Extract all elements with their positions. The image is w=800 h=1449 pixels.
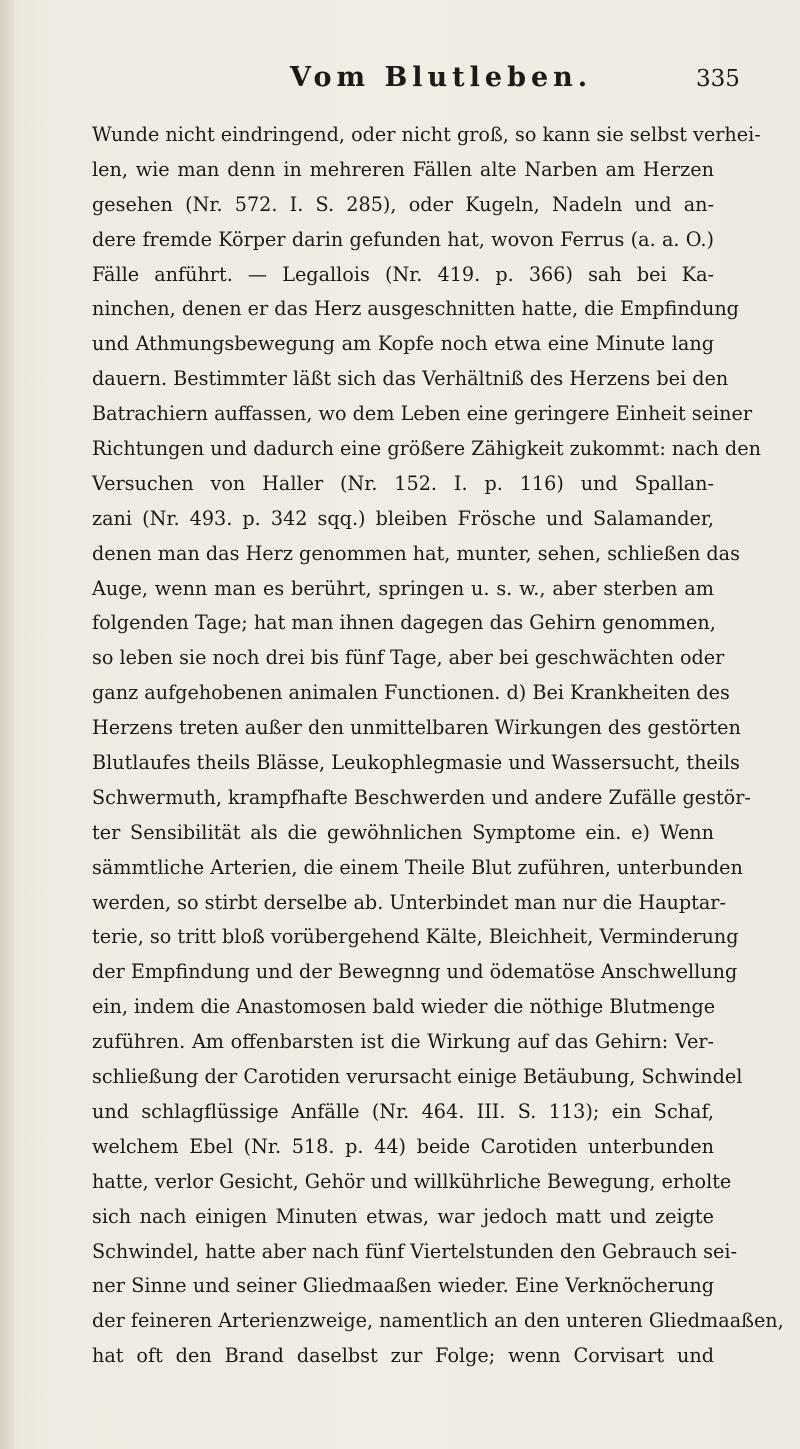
running-head-title: Vom Blutleben. [290,62,593,93]
text-line: schließung der Carotiden verursacht einige Betäubung, Schwindel [92,1065,743,1089]
text-line: und Athmungsbewegung am Kopfe noch etwa eine Minute lang [92,332,714,356]
text-line: Auge, wenn man es berührt, springen u. s. w., aber sterben am [92,576,714,600]
running-head [0,62,800,102]
text-line: Fälle anführt. — Legallois (Nr. 419. p. 366) sah bei Ka- [92,262,714,286]
text-line: terie, so tritt bloß vorübergehend Kälte, Bleichheit, Verminderung [92,925,739,949]
text-line: ner Sinne und seiner Gliedmaaßen wieder. Eine Verknöcherung [92,1274,714,1298]
text-line: Schwindel, hatte aber nach fünf Viertelstunden den Gebrauch sei- [92,1239,737,1263]
text-line: len, wie man denn in mehreren Fällen alte Narben am Herzen [92,157,714,181]
text-line: folgenden Tage; hat man ihnen dagegen das Gehirn genommen, [92,611,716,635]
text-line: ter Sensibilität als die gewöhnlichen Symptome ein. e) Wenn [92,820,714,844]
text-line: denen man das Herz genommen hat, munter, sehen, schließen das [92,541,740,565]
page-gutter-edge [0,0,14,1449]
text-line: dere fremde Körper darin gefunden hat, wovon Ferrus (a. a. O.) [92,227,714,251]
page-number: 335 [696,66,740,92]
text-line: hat oft den Brand daselbst zur Folge; wenn Corvisart und [92,1344,714,1368]
text-line: Blutlaufes theils Blässe, Leukophlegmasie und Wassersucht, theils [92,751,740,775]
text-line: gesehen (Nr. 572. I. S. 285), oder Kugeln, Nadeln und an- [92,192,714,216]
text-line: der Empfindung und der Bewegnng und ödematöse Anschwellung [92,960,738,984]
text-line: hatte, verlor Gesicht, Gehör und willkührliche Bewegung, erholte [92,1169,732,1193]
text-line: sich nach einigen Minuten etwas, war jedoch matt und zeigte [92,1204,714,1228]
text-line: ganz aufgehobenen animalen Functionen. d) Bei Krankheiten des [92,681,730,705]
text-line: dauern. Bestimmter läßt sich das Verhältniß des Herzens bei den [92,367,729,391]
body-text [92,118,784,1374]
text-line: zuführen. Am offenbarsten ist die Wirkung auf das Gehirn: Ver- [92,1030,714,1054]
text-line: welchem Ebel (Nr. 518. p. 44) beide Carotiden unterbunden [92,1134,714,1158]
text-line: und schlagflüssige Anfälle (Nr. 464. III. S. 113); ein Schaf, [92,1099,714,1123]
text-line: werden, so stirbt derselbe ab. Unterbindet man nur die Hauptar- [92,890,726,914]
text-line: Richtungen und dadurch eine größere Zähigkeit zukommt: nach den [92,437,761,461]
text-line: zani (Nr. 493. p. 342 sqq.) bleiben Frösche und Salamander, [92,506,714,530]
text-line: Wunde nicht eindringend, oder nicht groß, so kann sie selbst verhei- [92,123,761,146]
text-line: ein, indem die Anastomosen bald wieder die nöthige Blutmenge [92,995,716,1019]
text-line: so leben sie noch drei bis fünf Tage, aber bei geschwächten oder [92,646,725,670]
text-line: ninchen, denen er das Herz ausgeschnitten hatte, die Empfindung [92,297,739,321]
text-line: Batrachiern auffassen, wo dem Leben eine geringere Einheit seiner [92,402,753,426]
text-line: der feineren Arterienzweige, namentlich an den unteren Gliedmaaßen, [92,1309,784,1333]
text-line: sämmtliche Arterien, die einem Theile Blut zuführen, unterbunden [92,855,743,879]
text-line: Schwermuth, krampfhafte Beschwerden und andere Zufälle gestör- [92,785,751,809]
text-line: Herzens treten außer den unmittelbaren Wirkungen des gestörten [92,716,741,740]
text-line: Versuchen von Haller (Nr. 152. I. p. 116) und Spallan- [92,471,714,495]
